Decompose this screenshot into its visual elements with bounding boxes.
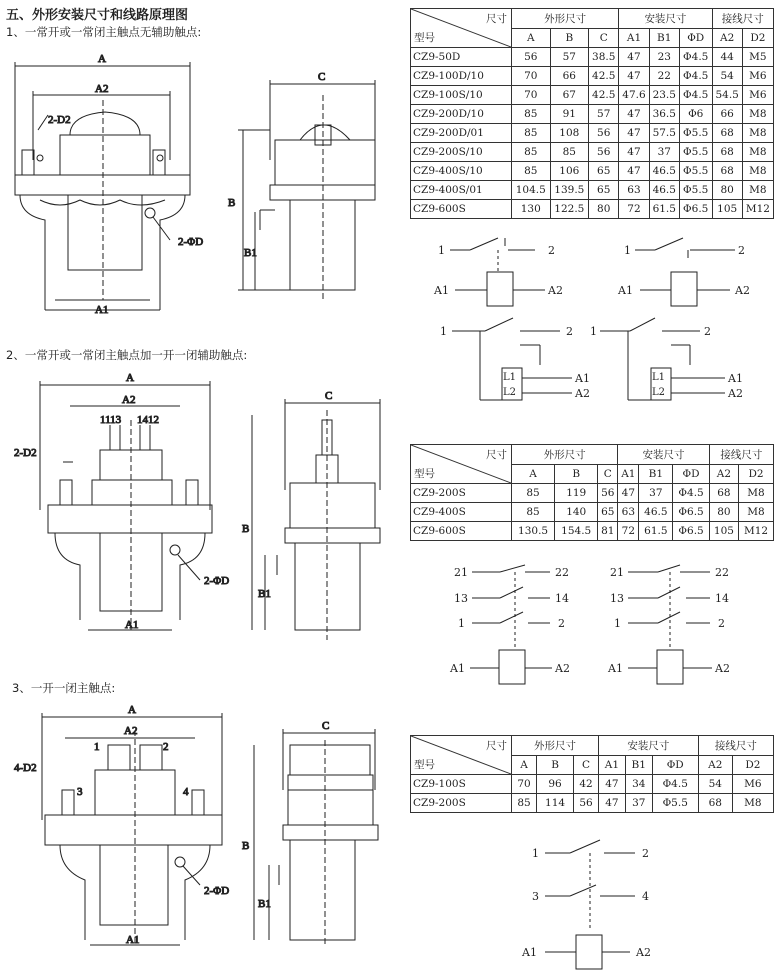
- c3-l1: L1: [503, 372, 517, 383]
- table-2-col-A2: A2: [709, 464, 738, 484]
- value-cell: 68: [712, 124, 742, 143]
- table-1-col-A: A: [512, 28, 551, 48]
- value-cell: 37: [649, 143, 679, 162]
- value-cell: 80: [589, 200, 619, 219]
- value-cell: 85: [550, 143, 589, 162]
- c1-a2: A2: [548, 284, 563, 297]
- c7-n1: 1: [532, 847, 539, 860]
- value-cell: 56: [512, 48, 551, 67]
- value-cell: 57: [550, 48, 589, 67]
- front-view-2: [40, 381, 212, 630]
- svg-text:B1: B1: [258, 898, 271, 910]
- value-cell: M8: [739, 484, 774, 503]
- c6-n13: 13: [610, 592, 624, 605]
- value-cell: 44: [712, 48, 742, 67]
- value-cell: 42.5: [589, 67, 619, 86]
- svg-text:1: 1: [94, 741, 100, 753]
- value-cell: 56: [589, 124, 619, 143]
- c1-n2: 2: [548, 244, 555, 257]
- value-cell: 56: [589, 143, 619, 162]
- c5-n14: 14: [555, 592, 569, 605]
- page-title: 五、外形安装尺寸和线路原理图: [6, 8, 189, 23]
- value-cell: 65: [598, 503, 618, 522]
- model-cell: CZ9-200S/10: [411, 143, 512, 162]
- spec-table-3: 尺寸 型号 外形尺寸 安装尺寸 接线尺寸 A B C A1 B1 ΦD A2 D2 CZ9-100S 70 96 42 47 34 Φ4.5 54 M6 CZ9-200S 85 114 56 47 37 Φ5.5 68 M8: [410, 735, 774, 813]
- value-cell: M8: [742, 143, 773, 162]
- value-cell: 154.5: [555, 522, 598, 541]
- value-cell: 68: [698, 794, 732, 813]
- value-cell: Φ4.5: [679, 67, 712, 86]
- value-cell: 96: [537, 775, 574, 794]
- c7-n2: 2: [642, 847, 649, 860]
- table-row: [411, 143, 774, 162]
- value-cell: 65: [589, 162, 619, 181]
- svg-text:1113: 1113: [100, 414, 122, 426]
- svg-text:A1: A1: [126, 934, 140, 946]
- value-cell: Φ4.5: [679, 86, 712, 105]
- table-2-col-D2: D2: [739, 464, 774, 484]
- c7-n3: 3: [532, 890, 539, 903]
- value-cell: 42.5: [589, 86, 619, 105]
- c6-n14: 14: [715, 592, 729, 605]
- svg-text:2-D2: 2-D2: [14, 447, 37, 459]
- table-row: [411, 200, 774, 219]
- value-cell: 130.5: [512, 522, 555, 541]
- value-cell: 47: [619, 48, 649, 67]
- table-1-corner: 尺寸 型号: [411, 9, 512, 48]
- value-cell: Φ5.5: [679, 143, 712, 162]
- value-cell: Φ5.5: [652, 794, 698, 813]
- value-cell: 72: [618, 522, 639, 541]
- value-cell: 70: [512, 86, 551, 105]
- value-cell: 140: [555, 503, 598, 522]
- value-cell: 105: [709, 522, 738, 541]
- value-cell: 65: [589, 181, 619, 200]
- value-cell: 47: [599, 775, 626, 794]
- value-cell: 61.5: [649, 200, 679, 219]
- value-cell: 34: [625, 775, 652, 794]
- table-2-col-B1: B1: [639, 464, 673, 484]
- svg-text:B1: B1: [258, 588, 271, 600]
- value-cell: Φ6.5: [673, 522, 710, 541]
- value-cell: 85: [512, 105, 551, 124]
- svg-text:2-ΦD: 2-ΦD: [204, 885, 230, 897]
- model-cell: CZ9-100S: [411, 775, 512, 794]
- value-cell: 47.6: [619, 86, 649, 105]
- value-cell: 105: [712, 200, 742, 219]
- c4-a1: A1: [728, 372, 743, 385]
- model-cell: CZ9-200D/10: [411, 105, 512, 124]
- value-cell: 57: [589, 105, 619, 124]
- table-3-col-B: B: [537, 755, 574, 775]
- value-cell: 130: [512, 200, 551, 219]
- c4-l1: L1: [652, 372, 666, 383]
- table-3-col-C: C: [573, 755, 598, 775]
- c4-n1: 1: [590, 325, 597, 338]
- c5-n21: 21: [454, 566, 468, 579]
- value-cell: 119: [555, 484, 598, 503]
- c2-n1: 1: [624, 244, 631, 257]
- model-cell: CZ9-200S: [411, 484, 512, 503]
- value-cell: 57.5: [649, 124, 679, 143]
- value-cell: 85: [512, 162, 551, 181]
- svg-text:B: B: [242, 523, 250, 535]
- value-cell: M8: [742, 105, 773, 124]
- table-2-col-C: C: [598, 464, 618, 484]
- table-row: [411, 522, 774, 541]
- value-cell: 85: [512, 503, 555, 522]
- c6-a2: A2: [715, 662, 730, 675]
- value-cell: 70: [512, 775, 537, 794]
- table-row: [411, 124, 774, 143]
- value-cell: Φ4.5: [673, 484, 710, 503]
- c6-n2: 2: [718, 617, 725, 630]
- table-1-col-B1: B1: [649, 28, 679, 48]
- value-cell: M12: [739, 522, 774, 541]
- svg-text:C: C: [322, 720, 330, 732]
- value-cell: 61.5: [639, 522, 673, 541]
- c4-l2: L2: [652, 387, 666, 398]
- model-cell: CZ9-400S: [411, 503, 512, 522]
- value-cell: Φ5.5: [679, 181, 712, 200]
- value-cell: 46.5: [639, 503, 673, 522]
- svg-text:2-ΦD: 2-ΦD: [178, 236, 204, 248]
- table-row: [411, 86, 774, 105]
- table-3-col-A2: A2: [698, 755, 732, 775]
- c5-n2: 2: [558, 617, 565, 630]
- c6-n21: 21: [610, 566, 624, 579]
- value-cell: M8: [732, 794, 773, 813]
- value-cell: 85: [512, 794, 537, 813]
- value-cell: M8: [742, 124, 773, 143]
- svg-text:2-ΦD: 2-ΦD: [204, 575, 230, 587]
- value-cell: 36.5: [649, 105, 679, 124]
- svg-text:2-D2: 2-D2: [48, 114, 71, 126]
- c7-n4: 4: [642, 890, 649, 903]
- value-cell: M12: [742, 200, 773, 219]
- svg-text:4-D2: 4-D2: [14, 762, 37, 774]
- circuit-6: [628, 565, 712, 684]
- section-1-caption: 1、一常开或一常闭主触点无辅助触点:: [6, 25, 202, 39]
- svg-text:C: C: [325, 390, 333, 402]
- value-cell: 54.5: [712, 86, 742, 105]
- value-cell: 108: [550, 124, 589, 143]
- svg-text:B: B: [228, 197, 236, 209]
- table-2-col-A1: A1: [618, 464, 639, 484]
- table-3-col-A1: A1: [599, 755, 626, 775]
- value-cell: 85: [512, 484, 555, 503]
- section-2-caption: 2、一常开或一常闭主触点加一开一闭辅助触点:: [6, 348, 248, 362]
- table-2-col-B: B: [555, 464, 598, 484]
- c3-n1: 1: [440, 325, 447, 338]
- value-cell: M6: [732, 775, 773, 794]
- value-cell: 56: [598, 484, 618, 503]
- value-cell: M5: [742, 48, 773, 67]
- value-cell: 122.5: [550, 200, 589, 219]
- value-cell: 114: [537, 794, 574, 813]
- c5-a2: A2: [555, 662, 570, 675]
- value-cell: 68: [709, 484, 738, 503]
- c6-a1: A1: [608, 662, 623, 675]
- table-3-corner: 尺寸 型号: [411, 736, 512, 775]
- value-cell: 38.5: [589, 48, 619, 67]
- c5-n13: 13: [454, 592, 468, 605]
- table-row: [411, 484, 774, 503]
- value-cell: 63: [618, 503, 639, 522]
- value-cell: Φ6: [679, 105, 712, 124]
- value-cell: 54: [712, 67, 742, 86]
- table-row: [411, 162, 774, 181]
- svg-text:A: A: [98, 53, 106, 65]
- value-cell: 67: [550, 86, 589, 105]
- front-view-1: [15, 62, 190, 310]
- value-cell: 106: [550, 162, 589, 181]
- value-cell: 47: [599, 794, 626, 813]
- value-cell: 85: [512, 124, 551, 143]
- model-cell: CZ9-600S: [411, 200, 512, 219]
- spec-table-1: 尺寸 型号 外形尺寸 安装尺寸 接线尺寸 A B C A1 B1 ΦD A2 D2 CZ9-50D 56 57 38.5 47 23 Φ4.5 44 M5 CZ9-100D/10 70 66 42.5 47 22 Φ4.5 54 M6 CZ9-100S/10 70 67 42.5 47.6 23.5 Φ4.5 54.5 M6 CZ9-200D/10 85 91 57 47 36.5 Φ6 66 M8 CZ9-200D/01 85 108 56 47 57.5 Φ5.5 68 M8 CZ9-200S/10 85 85 56 47 37 Φ5.5 68 M8 CZ9-400S/10 85 106 65 47 46.5 Φ5.5 68 M8 CZ9-400S/01 104.5 139.5 65 63 46.5 Φ5.5 80 M8 CZ9-600S 130 122.5 80 72 61.5 Φ6.5 105 M12: [410, 8, 774, 219]
- value-cell: 70: [512, 67, 551, 86]
- svg-text:2: 2: [163, 741, 169, 753]
- value-cell: 47: [618, 484, 639, 503]
- table-row: [411, 794, 774, 813]
- side-view-2: [252, 399, 380, 640]
- c1-a1: A1: [434, 284, 449, 297]
- circuit-7: [545, 840, 635, 969]
- value-cell: 23: [649, 48, 679, 67]
- c2-n2: 2: [738, 244, 745, 257]
- table-2-col-A: A: [512, 464, 555, 484]
- model-cell: CZ9-400S/10: [411, 162, 512, 181]
- table-2-col-ΦD: ΦD: [673, 464, 710, 484]
- model-cell: CZ9-50D: [411, 48, 512, 67]
- value-cell: 42: [573, 775, 598, 794]
- value-cell: 63: [619, 181, 649, 200]
- svg-text:B: B: [242, 840, 250, 852]
- value-cell: 91: [550, 105, 589, 124]
- table-3-col-D2: D2: [732, 755, 773, 775]
- side-view-1: [238, 80, 375, 300]
- table-row: [411, 48, 774, 67]
- value-cell: 22: [649, 67, 679, 86]
- table-row: [411, 181, 774, 200]
- c5-a1: A1: [450, 662, 465, 675]
- value-cell: 47: [619, 162, 649, 181]
- table-1-col-A2: A2: [712, 28, 742, 48]
- table-1-col-B: B: [550, 28, 589, 48]
- c5-n22: 22: [555, 566, 569, 579]
- value-cell: 46.5: [649, 162, 679, 181]
- model-cell: CZ9-200D/01: [411, 124, 512, 143]
- value-cell: Φ4.5: [652, 775, 698, 794]
- model-cell: CZ9-400S/01: [411, 181, 512, 200]
- c1-n1: 1: [438, 244, 445, 257]
- section-3-caption: 3、一开一闭主触点:: [12, 681, 116, 695]
- table-row: [411, 67, 774, 86]
- table-1-col-C: C: [589, 28, 619, 48]
- circuit-2: [635, 238, 735, 306]
- model-cell: CZ9-200S: [411, 794, 512, 813]
- table-1-col-D2: D2: [742, 28, 773, 48]
- value-cell: 66: [712, 105, 742, 124]
- spec-table-2: 尺寸 型号 外形尺寸 安装尺寸 接线尺寸 A B C A1 B1 ΦD A2 D2 CZ9-200S 85 119 56 47 37 Φ4.5 68 M8 CZ9-400S 85 140 65 63 46.5 Φ6.5 80 M8 CZ9-600S 130.5 154.5 81 72 61.5 Φ6.5 105 M12: [410, 444, 774, 541]
- table-3-col-B1: B1: [625, 755, 652, 775]
- value-cell: 47: [619, 124, 649, 143]
- value-cell: 72: [619, 200, 649, 219]
- front-view-3: [42, 713, 222, 945]
- value-cell: 47: [619, 67, 649, 86]
- svg-text:A: A: [126, 372, 134, 384]
- c7-a1: A1: [522, 946, 537, 959]
- svg-text:A2: A2: [124, 725, 138, 737]
- value-cell: 80: [712, 181, 742, 200]
- svg-text:4: 4: [183, 786, 189, 798]
- value-cell: 85: [512, 143, 551, 162]
- svg-text:C: C: [318, 71, 326, 83]
- c6-n22: 22: [715, 566, 729, 579]
- table-row: [411, 105, 774, 124]
- table-1-col-A1: A1: [619, 28, 649, 48]
- table-row: [411, 503, 774, 522]
- c2-a1: A1: [618, 284, 633, 297]
- svg-text:A2: A2: [95, 83, 109, 95]
- value-cell: Φ6.5: [673, 503, 710, 522]
- circuit-1: [450, 238, 545, 306]
- value-cell: M6: [742, 67, 773, 86]
- svg-text:A1: A1: [125, 619, 139, 631]
- value-cell: M8: [739, 503, 774, 522]
- side-view-3: [254, 729, 378, 945]
- value-cell: 37: [639, 484, 673, 503]
- svg-text:B1: B1: [244, 247, 257, 259]
- value-cell: 80: [709, 503, 738, 522]
- c7-a2: A2: [636, 946, 651, 959]
- value-cell: Φ4.5: [679, 48, 712, 67]
- c2-a2: A2: [735, 284, 750, 297]
- value-cell: 56: [573, 794, 598, 813]
- table-1-col-ΦD: ΦD: [679, 28, 712, 48]
- c5-n1: 1: [458, 617, 465, 630]
- value-cell: 46.5: [649, 181, 679, 200]
- value-cell: 54: [698, 775, 732, 794]
- value-cell: Φ6.5: [679, 200, 712, 219]
- c3-l2: L2: [503, 387, 517, 398]
- value-cell: 47: [619, 143, 649, 162]
- c6-n1: 1: [614, 617, 621, 630]
- svg-text:1412: 1412: [137, 414, 159, 426]
- model-cell: CZ9-100D/10: [411, 67, 512, 86]
- c3-a1: A1: [575, 372, 590, 385]
- table-row: [411, 775, 774, 794]
- c4-n2: 2: [704, 325, 711, 338]
- model-cell: CZ9-100S/10: [411, 86, 512, 105]
- svg-text:3: 3: [77, 786, 83, 798]
- value-cell: 139.5: [550, 181, 589, 200]
- value-cell: Φ5.5: [679, 124, 712, 143]
- value-cell: M8: [742, 162, 773, 181]
- table-3-col-ΦD: ΦD: [652, 755, 698, 775]
- c3-n2: 2: [566, 325, 573, 338]
- table-3-col-A: A: [512, 755, 537, 775]
- table-2-corner: 尺寸 型号: [411, 445, 512, 484]
- svg-text:A1: A1: [95, 304, 109, 316]
- model-cell: CZ9-600S: [411, 522, 512, 541]
- c4-a2: A2: [728, 387, 743, 400]
- value-cell: 66: [550, 67, 589, 86]
- c3-a2: A2: [575, 387, 590, 400]
- value-cell: M8: [742, 181, 773, 200]
- value-cell: 81: [598, 522, 618, 541]
- value-cell: 104.5: [512, 181, 551, 200]
- value-cell: Φ5.5: [679, 162, 712, 181]
- value-cell: 23.5: [649, 86, 679, 105]
- value-cell: 47: [619, 105, 649, 124]
- svg-text:A2: A2: [122, 394, 136, 406]
- value-cell: 68: [712, 162, 742, 181]
- svg-text:A: A: [128, 704, 136, 716]
- value-cell: 68: [712, 143, 742, 162]
- value-cell: 37: [625, 794, 652, 813]
- circuit-5: [470, 565, 552, 684]
- value-cell: M6: [742, 86, 773, 105]
